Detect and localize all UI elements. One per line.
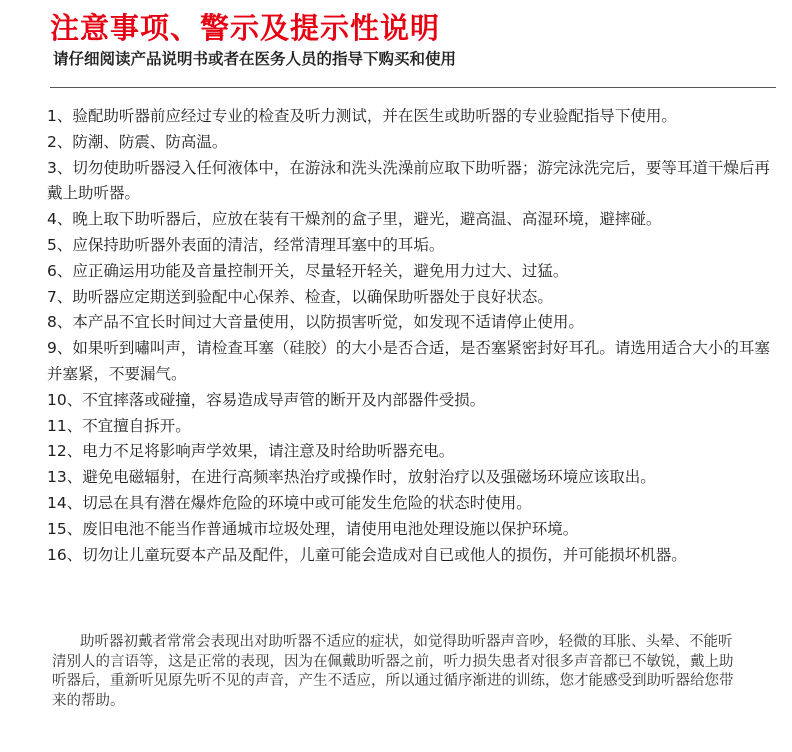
list-item: 13、避免电磁辐射，在进行高频率热治疗或操作时，放射治疗以及强磁场环境应该取出。	[47, 468, 656, 487]
list-item: 1、验配助听器前应经过专业的检查及听力测试，并在医生或助听器的专业验配指导下使用。	[47, 107, 677, 125]
header-divider	[50, 87, 776, 88]
precaution-list	[47, 104, 782, 568]
list-item: 15、废旧电池不能当作普通城市垃圾处理，请使用电池处理设施以保护环境。	[47, 519, 579, 538]
list-item: 10、不宜摔落或碰撞，容易造成导声管的断开及内部器件受损。	[47, 390, 486, 409]
adaptation-note	[52, 633, 742, 711]
list-item: 12、电力不足将影响声学效果，请注意及时给助听器充电。	[47, 442, 455, 461]
list-item: 11、不宜擅自拆开。	[47, 416, 191, 435]
list-item: 4、晚上取下助听器后，应放在装有干燥剂的盒子里，避光，避高温、高湿环境，避摔碰。	[47, 210, 662, 229]
list-item: 3、切勿使助听器浸入任何液体中，在游泳和洗头洗澡前应取下助听器；游完泳洗完后，要等耳道干燥后再戴上助听器。	[47, 158, 770, 203]
page-subtitle: 请仔细阅读产品说明书或者在医务人员的指导下购买和使用	[53, 50, 457, 68]
list-item: 8、本产品不宜长时间过大音量使用，以防损害听觉，如发现不适请停止使用。	[47, 313, 584, 332]
list-item: 2、防潮、防震、防高温。	[47, 132, 228, 151]
list-item: 6、应正确运用功能及音量控制开关，尽量轻开轻关，避免用力过大、过猛。	[47, 261, 569, 280]
list-item: 16、切勿让儿童玩耍本产品及配件，儿童可能会造成对自已或他人的损伤，并可能损坏机器。	[47, 545, 687, 564]
list-item: 7、助听器应定期送到验配中心保养、检查，以确保助听器处于良好状态。	[47, 287, 553, 306]
list-item: 9、如果听到嘯叫声，请检查耳塞（硅胶）的大小是否合适，是否塞紧密封好耳孔。请选用适合大小的耳塞并塞紧，不要漏气。	[47, 339, 770, 383]
note-text: 助听器初戴者常常会表现出对助听器不适应的症状，如觉得助听器声音吵，轻微的耳胀、头晕、不能听清别人的言语等，这是正常的表现，因为在佩戴助听器之前，听力损失患者对很多声音都已不敏锐，戴上助听器后，重新听见原先听不见的声音，产生不适应，所以通过循序渐进的训练，您才能感受到助听器给您带来的帮助。	[52, 634, 734, 709]
page-title: 注意事项、警示及提示性说明	[50, 11, 441, 45]
list-item: 14、切忌在具有潜在爆炸危险的环境中或可能发生危险的状态时使用。	[47, 493, 532, 512]
list-item: 5、应保持助听器外表面的清洁，经常清理耳塞中的耳垢。	[47, 235, 445, 254]
